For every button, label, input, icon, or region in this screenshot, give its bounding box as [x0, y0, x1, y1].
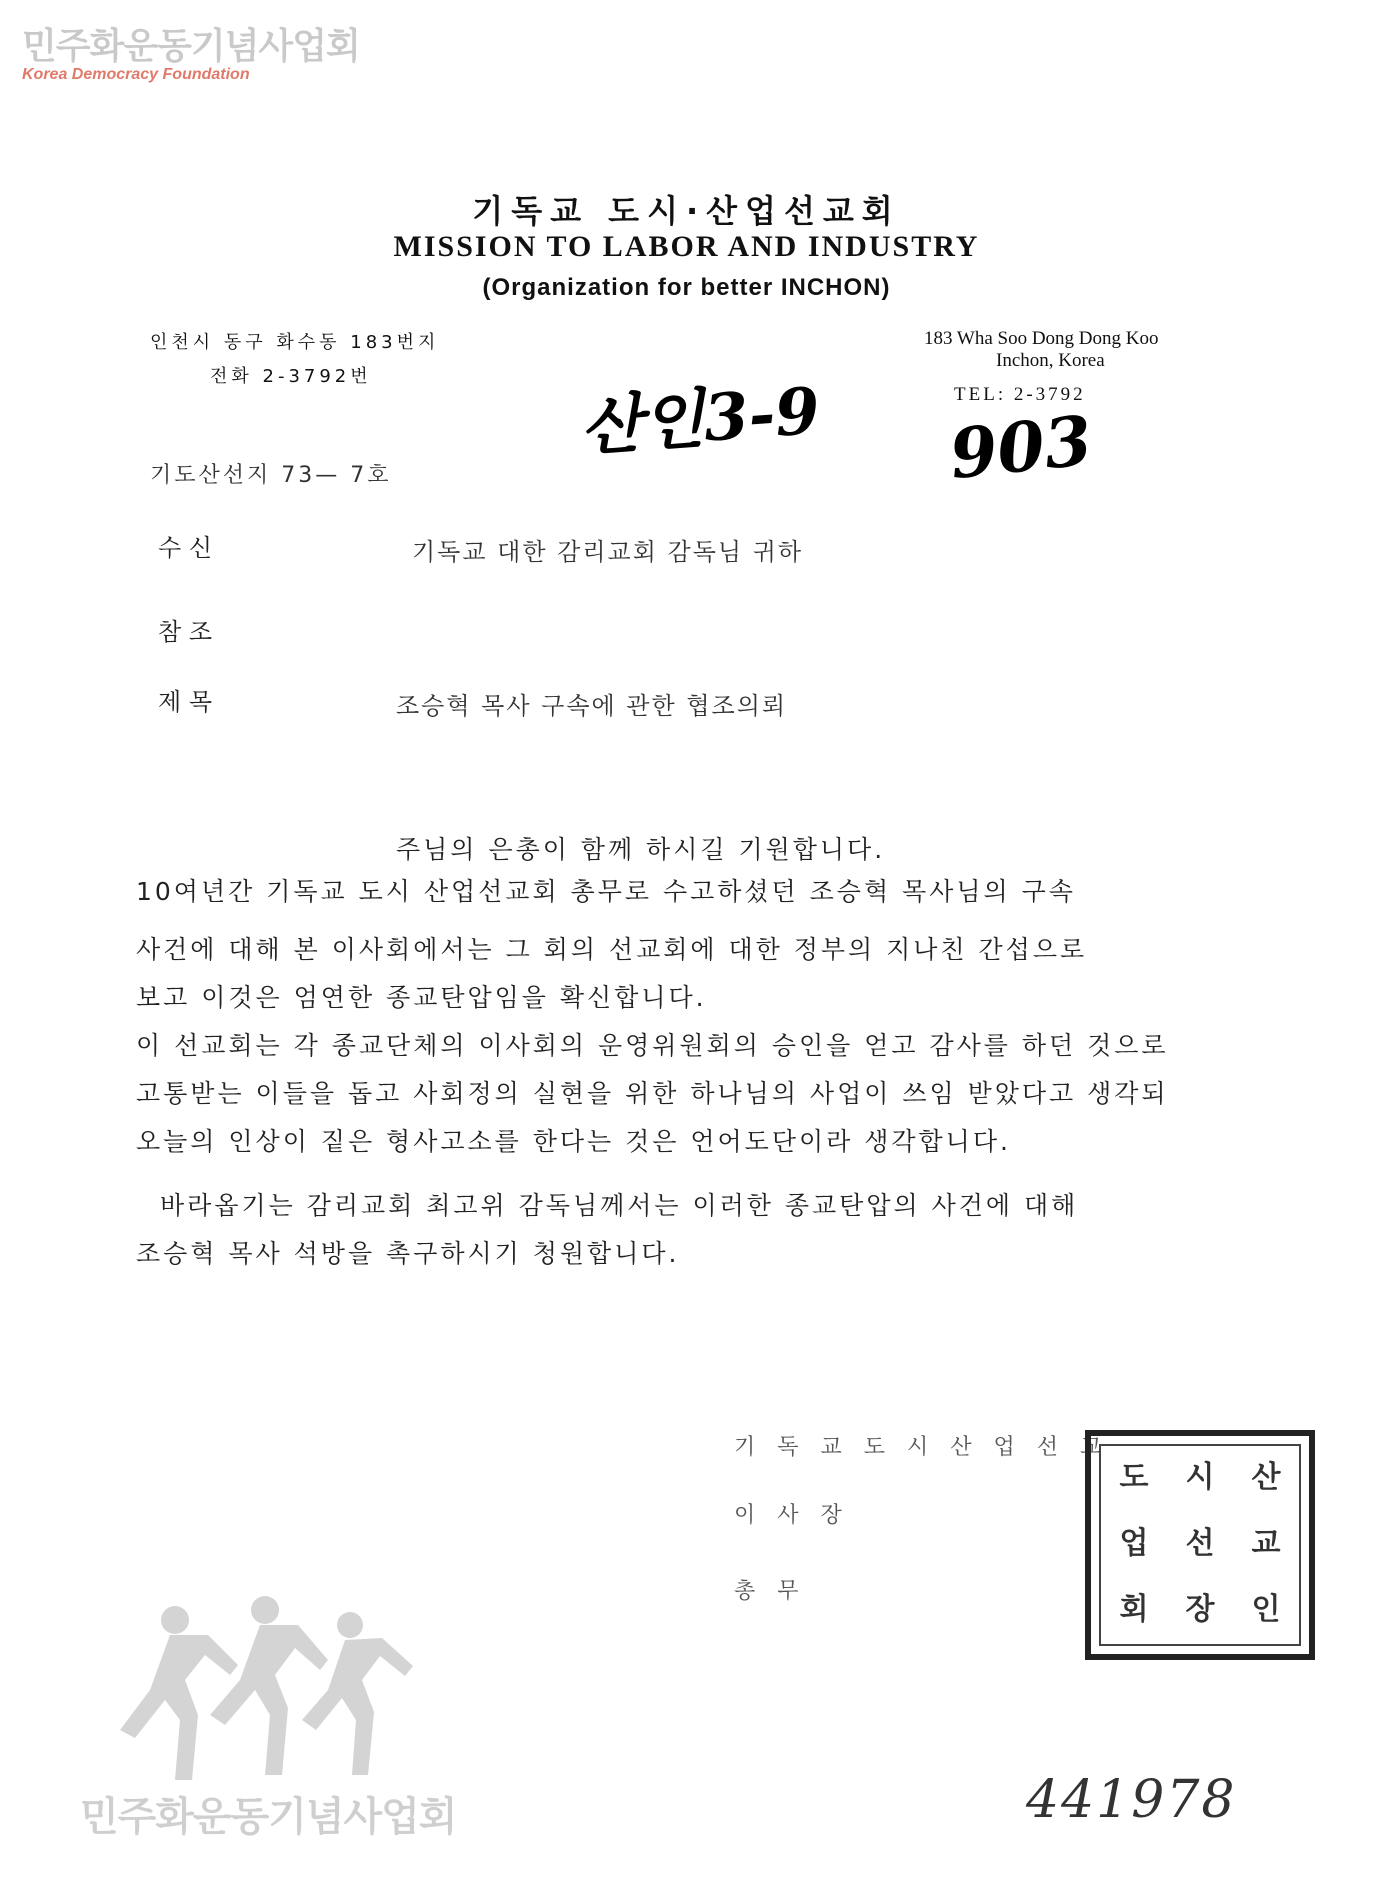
body-line: 오늘의 인상이 짙은 형사고소를 한다는 것은 언어도단이라 생각합니다. [136, 1127, 1011, 1156]
letterhead-korean-title: 기독교 도시·산업선교회 [472, 192, 901, 230]
foundation-logo-watermark [80, 1580, 440, 1820]
field-value-subject: 조승혁 목사 구속에 관한 협조의뢰 [396, 692, 788, 720]
telephone: TEL: 2-3792 [954, 384, 1086, 405]
address-english-line1: 183 Wha Soo Dong Dong Koo [924, 328, 1159, 349]
body-line: 이 선교회는 각 종교단체의 이사회의 운영위원회의 승인을 얻고 감사를 하던 것으로 [136, 1031, 1169, 1060]
seal-character: 시 [1185, 1460, 1215, 1495]
official-seal-stamp [1085, 1430, 1315, 1660]
field-label-reference: 참 조 [158, 618, 212, 646]
letterhead-organization: (Organization for better INCHON) [482, 274, 891, 301]
seal-character: 업 [1119, 1526, 1149, 1561]
seal-character: 도 [1119, 1460, 1149, 1495]
body-line: 사건에 대해 본 이사회에서는 그 회의 선교회에 대한 정부의 지나친 간섭으로 [136, 935, 1088, 964]
body-line: 주님의 은총이 함께 하시길 기원합니다. [396, 835, 886, 864]
signature-chairman: 이사장 [734, 1503, 864, 1528]
seal-character: 장 [1185, 1592, 1215, 1627]
field-label-recipient: 수 신 [158, 534, 212, 562]
handwritten-number: 903 [946, 400, 1096, 496]
field-label-subject: 제 목 [158, 688, 212, 716]
letterhead-english-title: MISSION TO LABOR AND INDUSTRY [393, 230, 980, 263]
field-value-recipient: 기독교 대한 감리교회 감독님 귀하 [412, 538, 804, 566]
seal-character: 교 [1251, 1526, 1281, 1561]
handwritten-reference-mark: 산인3-9 [578, 373, 822, 466]
body-line: 바라옵기는 감리교회 최고위 감독님께서는 이러한 종교탄압의 사건에 대해 [160, 1191, 1079, 1220]
address-english-line2: Inchon, Korea [996, 350, 1105, 371]
body-line: 10여년간 기독교 도시 산업선교회 총무로 수고하셨던 조승혁 목사님의 구속 [136, 877, 1076, 906]
seal-character: 인 [1251, 1592, 1281, 1627]
body-line: 보고 이것은 엄연한 종교탄압임을 확신합니다. [136, 983, 707, 1012]
seal-character: 회 [1119, 1592, 1149, 1627]
foundation-watermark-bottom: 민주화운동기념사업회 [80, 1794, 457, 1840]
archive-number: 441978 [1026, 1770, 1237, 1830]
address-korean-line1: 인천시 동구 화수동 183번지 [150, 332, 440, 353]
body-line: 조승혁 목사 석방을 촉구하시기 청원합니다. [136, 1239, 680, 1268]
document-number: 기도산선지 73— 7호 [150, 463, 392, 488]
signature-organization: 기독교도시산업선교 [734, 1435, 1124, 1460]
signature-secretary: 총무 [734, 1579, 821, 1604]
foundation-watermark-english: Korea Democracy Foundation [22, 66, 250, 83]
foundation-watermark-korean: 민주화운동기념사업회 [22, 26, 360, 67]
address-korean-line2: 전화 2-3792번 [210, 366, 372, 387]
seal-character: 선 [1185, 1526, 1215, 1561]
seal-character: 산 [1251, 1460, 1281, 1495]
body-line: 고통받는 이들을 돕고 사회정의 실현을 위한 하나님의 사업이 쓰임 받았다고 생각되 [136, 1079, 1169, 1108]
